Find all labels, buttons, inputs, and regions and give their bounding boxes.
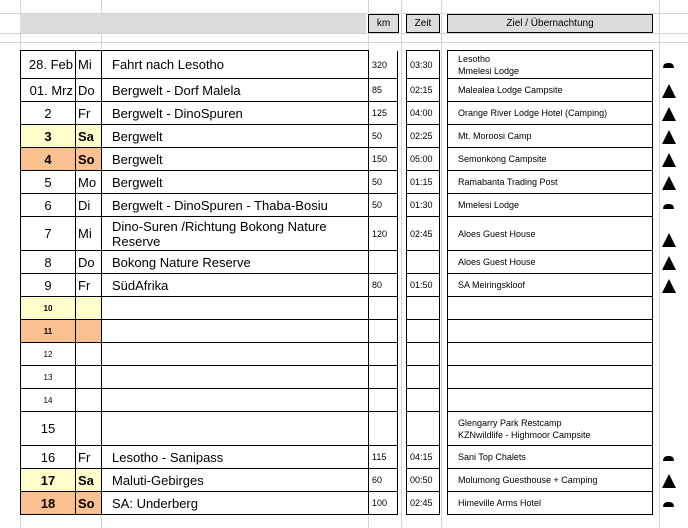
time-cell	[406, 412, 440, 446]
weekday-cell-text: Fr	[78, 277, 91, 293]
km-cell-text: 120	[372, 228, 388, 239]
time-cell-text: 02:45	[410, 498, 433, 508]
activity-cell	[101, 79, 369, 102]
date-cell	[20, 320, 76, 343]
time-cell	[406, 297, 440, 320]
time-cell-text: 01:50	[410, 280, 433, 290]
activity-cell-text: Maluti-Gebirges	[112, 472, 204, 488]
km-cell	[368, 446, 398, 469]
activity-cell	[101, 492, 369, 515]
destination-cell	[447, 79, 653, 102]
weekday-cell	[75, 79, 102, 102]
activity-cell	[101, 297, 369, 320]
tent-icon	[663, 456, 674, 461]
weekday-cell-text: Mi	[78, 57, 92, 72]
activity-cell-text: Bergwelt	[112, 151, 163, 167]
date-cell	[20, 492, 76, 515]
weekday-cell-text: Mi	[78, 226, 92, 241]
activity-cell	[101, 51, 369, 79]
activity-cell	[101, 366, 369, 389]
mountain-icon	[662, 130, 676, 144]
km-cell-text: 125	[372, 108, 388, 118]
destination-cell-text: Mt. Moroosi Camp	[458, 131, 532, 141]
date-cell-text: 28. Feb	[28, 57, 73, 72]
activity-cell-text: Bergwelt - Dorf Malela	[112, 82, 241, 98]
km-cell	[368, 469, 398, 492]
time-cell	[406, 79, 440, 102]
date-cell	[20, 274, 76, 297]
tent-icon	[663, 204, 674, 209]
activity-cell	[101, 148, 369, 171]
km-cell-text: 150	[372, 154, 388, 164]
activity-cell	[101, 343, 369, 366]
km-cell	[368, 125, 398, 148]
mountain-icon	[662, 153, 676, 167]
destination-cell	[447, 217, 653, 251]
km-cell	[368, 343, 398, 366]
title-bar-blank	[20, 14, 366, 33]
weekday-cell	[75, 492, 102, 515]
destination-cell-text: Aloes Guest House	[458, 228, 536, 239]
weekday-cell-text: Di	[78, 197, 91, 213]
weekday-cell	[75, 343, 102, 366]
weekday-cell	[75, 274, 102, 297]
activity-cell-text: Bergwelt	[112, 174, 163, 190]
destination-cell	[447, 171, 653, 194]
weekday-cell	[75, 217, 102, 251]
km-cell	[368, 148, 398, 171]
activity-cell-text: Bergwelt	[112, 128, 163, 144]
activity-cell	[101, 102, 369, 125]
weekday-cell	[75, 171, 102, 194]
weekday-cell-text: Sa	[78, 128, 94, 144]
date-cell	[20, 297, 76, 320]
destination-cell	[447, 320, 653, 343]
time-cell-text: 01:15	[410, 177, 433, 187]
time-cell	[406, 343, 440, 366]
time-cell	[406, 320, 440, 343]
time-cell-text: 02:15	[410, 85, 433, 95]
km-cell-text: 115	[372, 452, 387, 462]
km-cell	[368, 492, 398, 515]
km-cell	[368, 171, 398, 194]
weekday-cell	[75, 320, 102, 343]
activity-cell-text: SA: Underberg	[112, 495, 198, 511]
weekday-cell	[75, 51, 102, 79]
weekday-cell	[75, 412, 102, 446]
tent-icon	[663, 63, 674, 68]
date-cell	[20, 102, 76, 125]
destination-cell-text: SA Meiringskloof	[458, 280, 526, 290]
destination-cell	[447, 274, 653, 297]
weekday-cell-text: So	[78, 495, 95, 511]
weekday-cell	[75, 251, 102, 274]
destination-cell-text: Ramabanta Trading Post	[458, 177, 558, 187]
date-cell-text: 17	[40, 472, 56, 488]
time-cell	[406, 251, 440, 274]
weekday-cell-text: Fr	[78, 105, 91, 121]
weekday-cell	[75, 446, 102, 469]
km-cell	[368, 274, 398, 297]
km-cell	[368, 251, 398, 274]
activity-cell	[101, 412, 369, 446]
weekday-cell	[75, 102, 102, 125]
activity-cell	[101, 194, 369, 217]
grid-line	[401, 0, 402, 528]
time-cell-text: 03:30	[410, 59, 433, 70]
destination-cell	[447, 297, 653, 320]
date-cell-text: 01. Mrz	[29, 82, 73, 98]
km-cell	[368, 194, 398, 217]
destination-cell-text: Himeville Arms Hotel	[458, 498, 542, 508]
weekday-cell-text: Fr	[78, 449, 91, 465]
km-cell	[368, 79, 398, 102]
date-cell-text: 13	[43, 372, 53, 382]
time-cell-text: 02:25	[410, 131, 433, 141]
km-cell-text: 80	[372, 280, 383, 290]
grid-line	[0, 42, 688, 43]
date-cell	[20, 446, 76, 469]
date-cell	[20, 194, 76, 217]
km-cell-text: 320	[372, 59, 388, 70]
date-cell	[20, 125, 76, 148]
mountain-icon	[662, 256, 676, 270]
destination-cell	[447, 412, 653, 446]
weekday-cell	[75, 297, 102, 320]
km-cell	[368, 389, 398, 412]
date-cell-text: 12	[43, 349, 53, 359]
time-cell-text: 00:50	[410, 475, 433, 485]
date-cell	[20, 51, 76, 79]
date-cell	[20, 389, 76, 412]
date-cell	[20, 412, 76, 446]
activity-cell	[101, 125, 369, 148]
date-cell-text: 10	[43, 303, 53, 313]
km-cell	[368, 320, 398, 343]
weekday-cell-text: Sa	[78, 472, 94, 488]
km-cell-text: 50	[372, 200, 383, 210]
date-cell-text: 18	[40, 495, 56, 511]
weekday-cell	[75, 125, 102, 148]
time-cell	[406, 492, 440, 515]
destination-cell	[447, 194, 653, 217]
activity-cell	[101, 320, 369, 343]
time-cell	[406, 125, 440, 148]
date-cell-text: 16	[40, 449, 56, 465]
destination-cell	[447, 102, 653, 125]
date-cell-text: 8	[44, 254, 52, 270]
date-cell-text: 5	[44, 174, 52, 190]
destination-cell	[447, 492, 653, 515]
destination-cell	[447, 389, 653, 412]
destination-cell-text: Orange River Lodge Hotel (Camping)	[458, 108, 608, 118]
km-cell	[368, 51, 398, 79]
date-cell	[20, 366, 76, 389]
time-cell	[406, 274, 440, 297]
mountain-icon	[662, 233, 676, 247]
date-cell-text: 4	[44, 151, 52, 167]
activity-cell-text: Bokong Nature Reserve	[112, 254, 251, 270]
date-cell	[20, 148, 76, 171]
activity-cell-text: SüdAfrika	[112, 277, 169, 293]
activity-cell	[101, 389, 369, 412]
date-cell	[20, 217, 76, 251]
destination-cell-text: Malealea Lodge Campsite	[458, 85, 563, 95]
km-cell-text: 60	[372, 475, 383, 485]
weekday-cell	[75, 194, 102, 217]
mountain-icon	[662, 176, 676, 190]
date-cell-text: 11	[43, 326, 53, 336]
date-cell-text: 2	[44, 105, 52, 121]
destination-cell	[447, 148, 653, 171]
tent-icon	[663, 502, 674, 507]
time-cell	[406, 366, 440, 389]
grid-line	[659, 0, 660, 528]
destination-cell	[447, 366, 653, 389]
activity-cell-text: Dino-Suren /Richtung Bokong Nature Reserve	[112, 218, 327, 249]
time-cell	[406, 171, 440, 194]
time-cell	[406, 446, 440, 469]
destination-cell	[447, 469, 653, 492]
time-cell-text: 04:15	[410, 452, 433, 462]
km-cell-text: 50	[372, 131, 383, 141]
mountain-icon	[662, 84, 676, 98]
time-cell-text: 02:45	[410, 228, 433, 239]
destination-cell-text: Mmelesi Lodge	[458, 200, 520, 210]
weekday-cell-text: Mo	[78, 174, 97, 190]
weekday-cell	[75, 148, 102, 171]
date-cell	[20, 469, 76, 492]
destination-cell-text: Lesotho Mmelesi Lodge	[458, 53, 520, 76]
time-cell	[406, 102, 440, 125]
km-cell	[368, 217, 398, 251]
time-cell	[406, 469, 440, 492]
mountain-icon	[662, 107, 676, 121]
activity-cell-text: Bergwelt - DinoSpuren - Thaba-Bosiu	[112, 197, 328, 213]
time-cell	[406, 51, 440, 79]
km-cell	[368, 102, 398, 125]
weekday-cell-text: Do	[78, 82, 95, 98]
destination-cell	[447, 125, 653, 148]
destination-cell-text: Sani Top Chalets	[458, 452, 526, 462]
time-cell	[406, 389, 440, 412]
km-cell	[368, 412, 398, 446]
weekday-cell-text: So	[78, 151, 95, 167]
destination-cell-text: Glengarry Park Restcamp KZNwildlife - Highmoor Campsite	[458, 417, 591, 440]
activity-cell-text: Lesotho - Sanipass	[112, 449, 224, 465]
destination-cell-text: Semonkong Campsite	[458, 154, 547, 164]
destination-cell	[447, 446, 653, 469]
activity-cell-text: Fahrt nach Lesotho	[112, 57, 225, 72]
km-cell	[368, 366, 398, 389]
time-cell-text: 01:30	[410, 200, 433, 210]
km-cell	[368, 297, 398, 320]
mountain-icon	[662, 474, 676, 488]
activity-cell	[101, 217, 369, 251]
date-cell	[20, 251, 76, 274]
activity-cell-text: Bergwelt - DinoSpuren	[112, 105, 243, 121]
weekday-cell-text: Do	[78, 254, 95, 270]
date-cell-text: 7	[44, 226, 52, 241]
date-cell	[20, 171, 76, 194]
destination-cell-text: Aloes Guest House	[458, 257, 536, 267]
km-header: km	[368, 14, 399, 33]
activity-cell	[101, 274, 369, 297]
date-cell-text: 15	[40, 421, 56, 436]
destination-cell	[447, 251, 653, 274]
activity-cell	[101, 171, 369, 194]
date-cell	[20, 79, 76, 102]
time-header: Zeit	[406, 14, 440, 33]
destination-cell	[447, 51, 653, 79]
grid-line	[0, 33, 688, 34]
date-cell	[20, 343, 76, 366]
activity-cell	[101, 446, 369, 469]
km-cell-text: 85	[372, 85, 383, 95]
km-cell-text: 100	[372, 498, 388, 508]
mountain-icon	[662, 279, 676, 293]
weekday-cell	[75, 366, 102, 389]
date-cell-text: 6	[44, 197, 52, 213]
destination-cell	[447, 343, 653, 366]
km-cell-text: 50	[372, 177, 383, 187]
grid-line	[441, 0, 442, 528]
date-cell-text: 3	[44, 128, 52, 144]
date-cell-text: 14	[43, 395, 53, 405]
time-cell	[406, 148, 440, 171]
weekday-cell	[75, 389, 102, 412]
activity-cell	[101, 469, 369, 492]
time-cell	[406, 194, 440, 217]
destination-cell-text: Molumong Guesthouse + Camping	[458, 475, 598, 485]
activity-cell	[101, 251, 369, 274]
time-cell-text: 05:00	[410, 154, 433, 164]
date-cell-text: 9	[44, 277, 52, 293]
time-cell	[406, 217, 440, 251]
time-cell-text: 04:00	[410, 108, 433, 118]
destination-header: Ziel / Übernachtung	[447, 14, 653, 33]
weekday-cell	[75, 469, 102, 492]
